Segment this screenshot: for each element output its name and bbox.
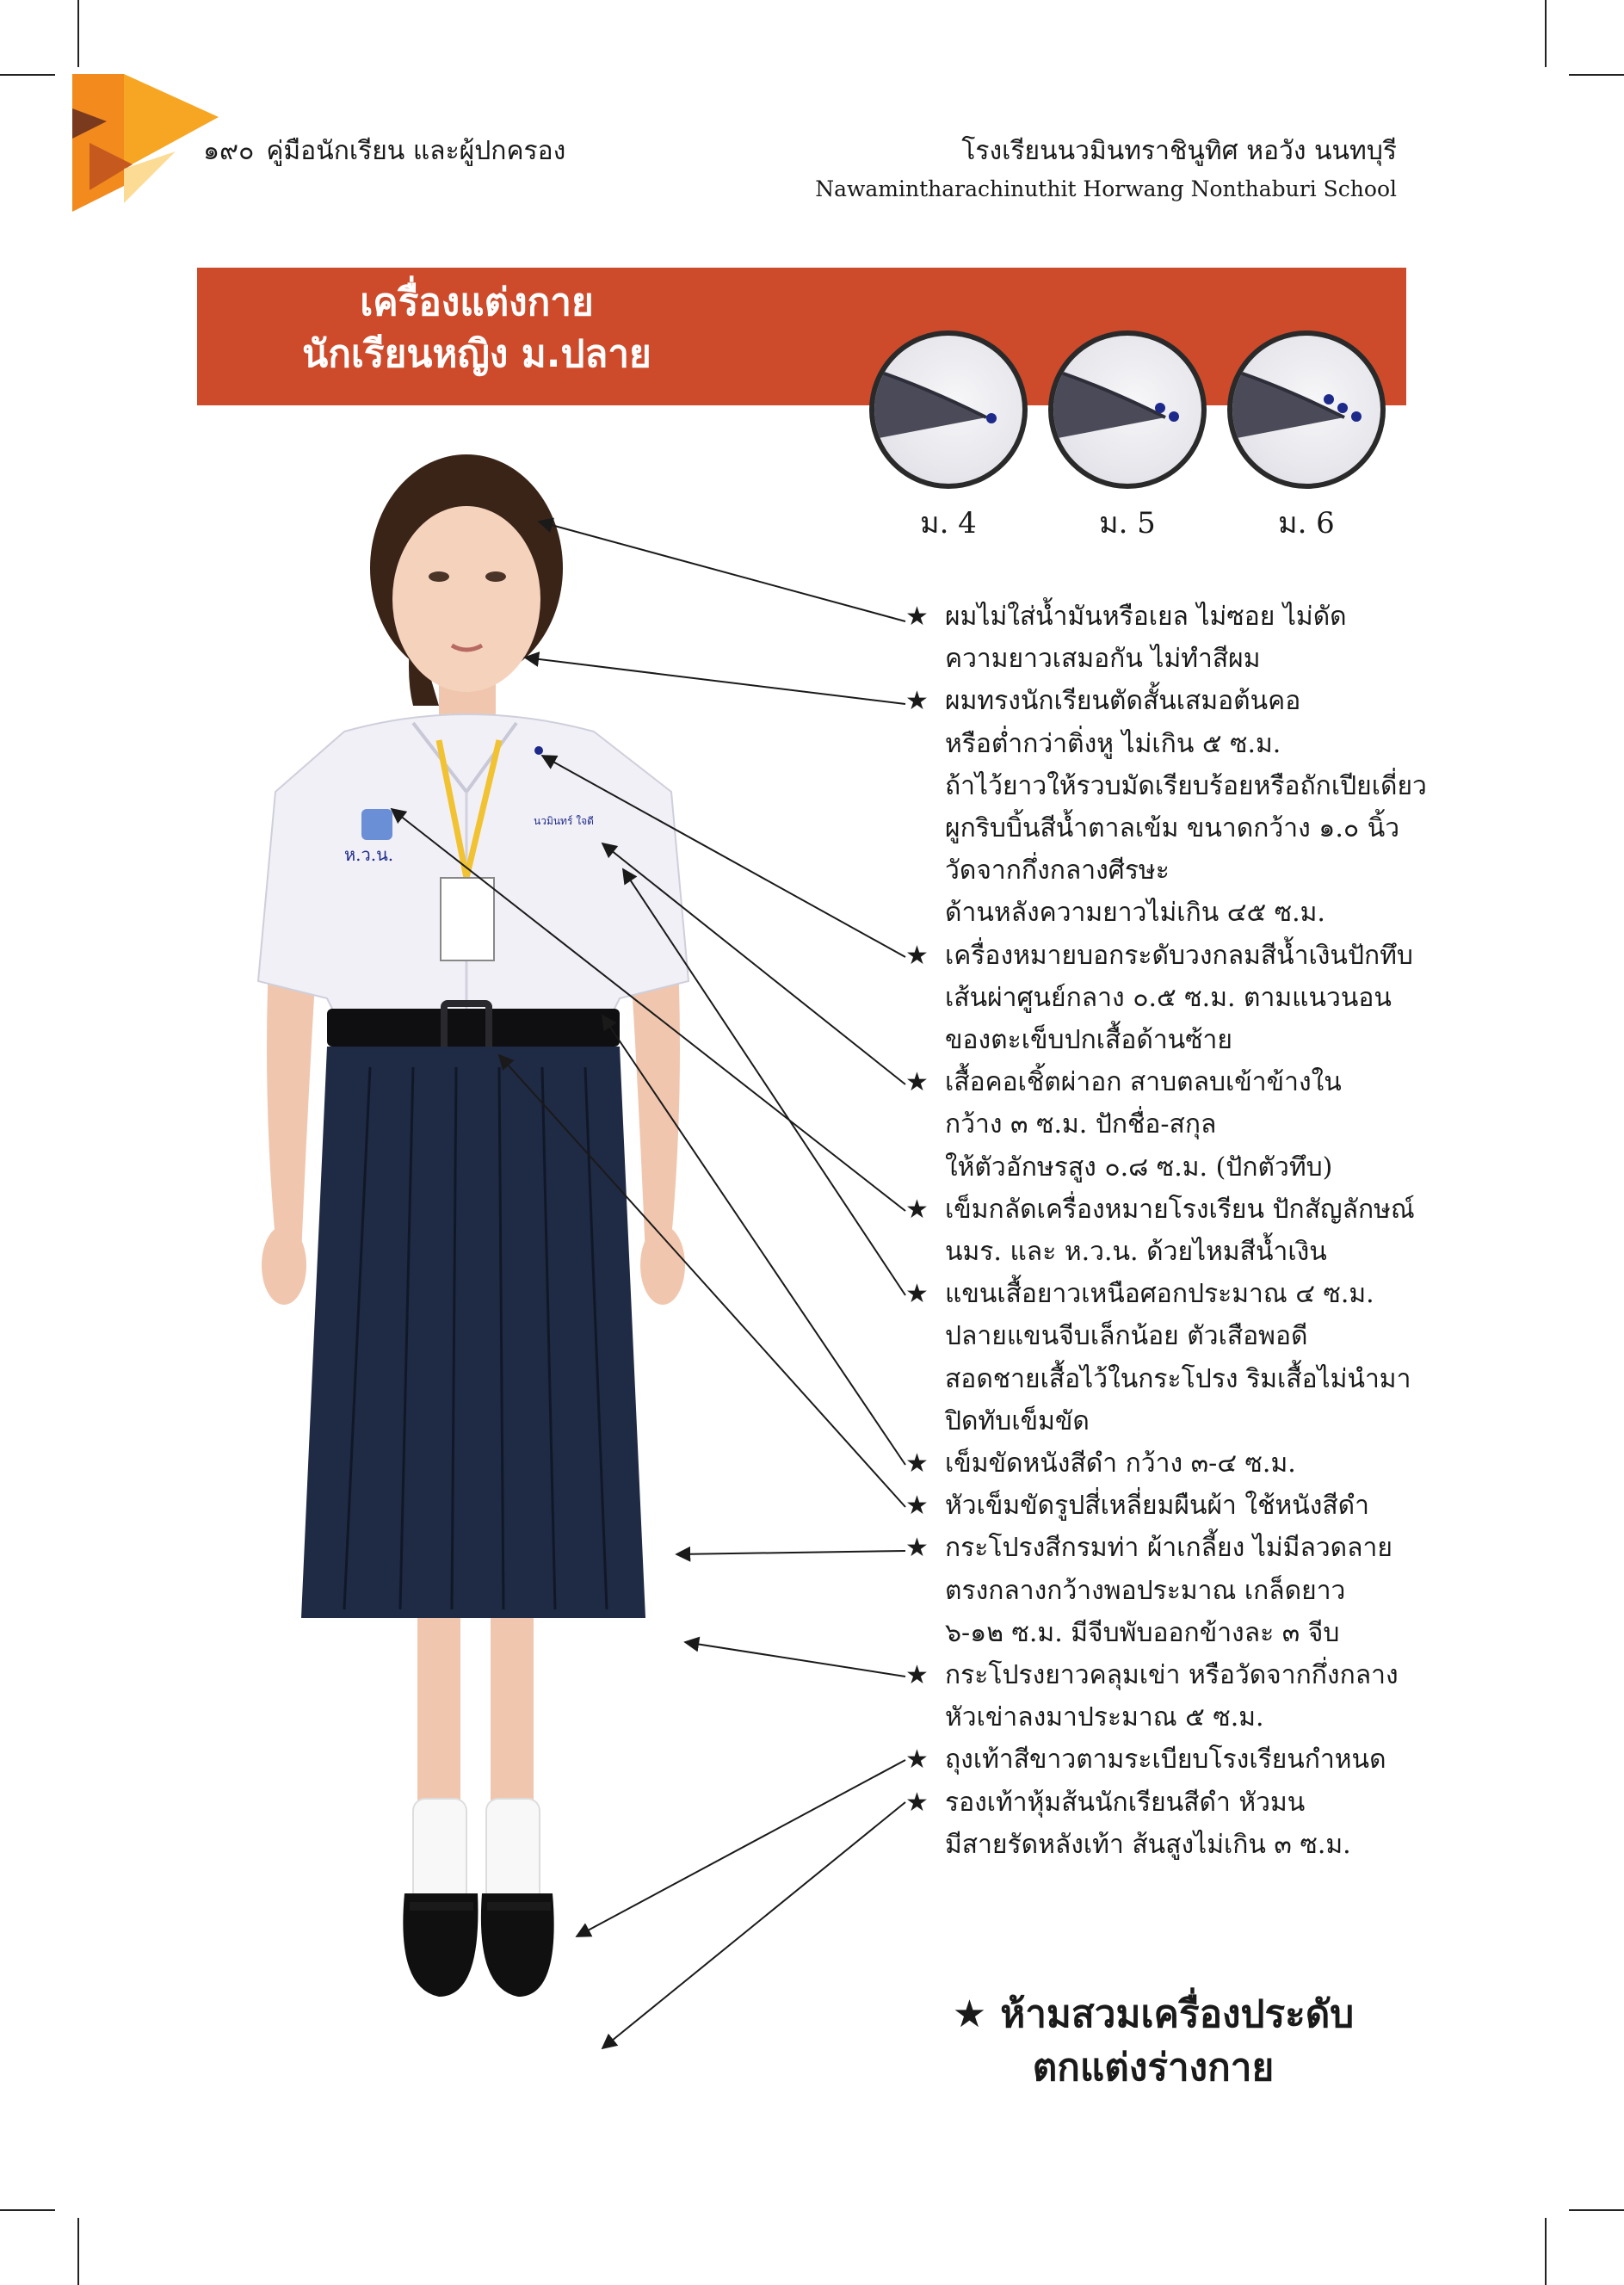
page-title-line-2: นักเรียนหญิง ม.ปลาย bbox=[302, 332, 651, 376]
school-name-thai: โรงเรียนนวมินทราชินูทิศ หอวัง นนทบุรี bbox=[961, 136, 1397, 166]
accessory-prohibition-note: ★ ห้ามสวมเครื่องประดับ ตกแต่งร่างกาย bbox=[952, 1992, 1355, 2090]
list-item: ★ ผมไม่ใส่น้ำมันหรือเยล ไม่ซอย ไม่ดัด ความยาวเสมอกัน ไม่ทำสีผม bbox=[905, 596, 1439, 680]
star-icon: ★ bbox=[905, 1194, 929, 1225]
list-item: ★ เข็มขัดหนังสีดำ กว้าง ๓-๔ ซ.ม. bbox=[905, 1442, 1439, 1485]
page-number: ๑๙๐ bbox=[203, 136, 255, 166]
list-item: ★ กระโปรงสีกรมท่า ผ้าเกลี้ยง ไม่มีลวดลาย ตรงกลางกว้างพอประมาณ เกล็ดยาว ๖-๑๒ ซ.ม. มีจีบพับออกข้างละ ๓ จีบ bbox=[905, 1527, 1439, 1654]
star-icon: ★ bbox=[905, 1067, 929, 1098]
star-icon: ★ bbox=[952, 1992, 987, 2036]
page-title-line-1: เครื่องแต่งกาย bbox=[360, 281, 594, 324]
star-icon: ★ bbox=[905, 602, 929, 632]
list-item: ★ เสื้อคอเชิ้ตผ่าอก สาบตลบเข้าข้างใน กว้าง ๓ ซ.ม. ปักชื่อ-สกุล ให้ตัวอักษรสูง ๐.๘ ซ.ม. (ปักตัวทึบ) bbox=[905, 1061, 1439, 1189]
list-item: ★ เครื่องหมายบอกระดับวงกลมสีน้ำเงินปักทึบ เส้นผ่าศูนย์กลาง ๐.๕ ซ.ม. ตามแนวนอน ของตะเข็บปกเสื้อด้านซ้าย bbox=[905, 935, 1439, 1062]
star-icon: ★ bbox=[905, 1448, 929, 1479]
uniform-rules-list bbox=[905, 596, 1439, 1866]
star-icon: ★ bbox=[905, 1533, 929, 1564]
star-icon: ★ bbox=[905, 1787, 929, 1818]
list-item: ★ แขนเสื้อยาวเหนือศอกประมาณ ๔ ซ.ม. ปลายแขนจีบเล็กน้อย ตัวเสือพอดี สอดชายเสื้อไว้ในกระโปรง ริมเสื้อไม่นำมา ปิดทับเข็มขัด bbox=[905, 1273, 1439, 1442]
star-icon: ★ bbox=[905, 686, 929, 717]
school-name-english: Nawamintharachinuthit Horwang Nonthaburi School bbox=[815, 176, 1397, 201]
star-icon: ★ bbox=[905, 1491, 929, 1522]
grade-label-2: ม. 5 bbox=[1099, 506, 1156, 540]
star-icon: ★ bbox=[905, 1279, 929, 1310]
star-icon: ★ bbox=[905, 1745, 929, 1776]
grade-label-1: ม. 4 bbox=[920, 506, 977, 540]
list-item: ★ กระโปรงยาวคลุมเข่า หรือวัดจากกึ่งกลาง หัวเข่าลงมาประมาณ ๕ ซ.ม. bbox=[905, 1654, 1439, 1738]
list-item: ★ ผมทรงนักเรียนตัดสั้นเสมอต้นคอ หรือต่ำกว่าติ่งหู ไม่เกิน ๕ ซ.ม. ถ้าไว้ยาวให้รวบมัดเรียบร้อยหรือถักเปียเดี่ยว ผูกริบบิ้นสีน้ำตาลเข้ม ขนาดกว้าง ๑.๐ นิ้ว วัดจากกึ่งกลางศีรษะ ด้านหลังความยาวไม่เกิน ๔๕ ซ.ม. bbox=[905, 680, 1439, 934]
grade-label-3: ม. 6 bbox=[1278, 506, 1335, 540]
list-item: ★ หัวเข็มขัดรูปสี่เหลี่ยมผืนผ้า ใช้หนังสีดำ bbox=[905, 1485, 1439, 1527]
shirt-name-embroidery: นวมินทร์ ใจดี bbox=[534, 815, 594, 827]
star-icon: ★ bbox=[905, 1660, 929, 1691]
book-title: คู่มือนักเรียน และผู้ปกครอง bbox=[266, 136, 566, 166]
list-item: ★ ถุงเท้าสีขาวตามระเบียบโรงเรียนกำหนด bbox=[905, 1738, 1439, 1781]
shirt-emblem-text: ห.ว.น. bbox=[344, 844, 394, 865]
star-icon: ★ bbox=[905, 940, 929, 971]
list-item: ★ เข็มกลัดเครื่องหมายโรงเรียน ปักสัญลักษณ์ นมร. และ ห.ว.น. ด้วยไหมสีน้ำเงิน bbox=[905, 1189, 1439, 1273]
list-item: ★ รองเท้าหุ้มส้นนักเรียนสีดำ หัวมน มีสายรัดหลังเท้า ส้นสูงไม่เกิน ๓ ซ.ม. bbox=[905, 1782, 1439, 1866]
